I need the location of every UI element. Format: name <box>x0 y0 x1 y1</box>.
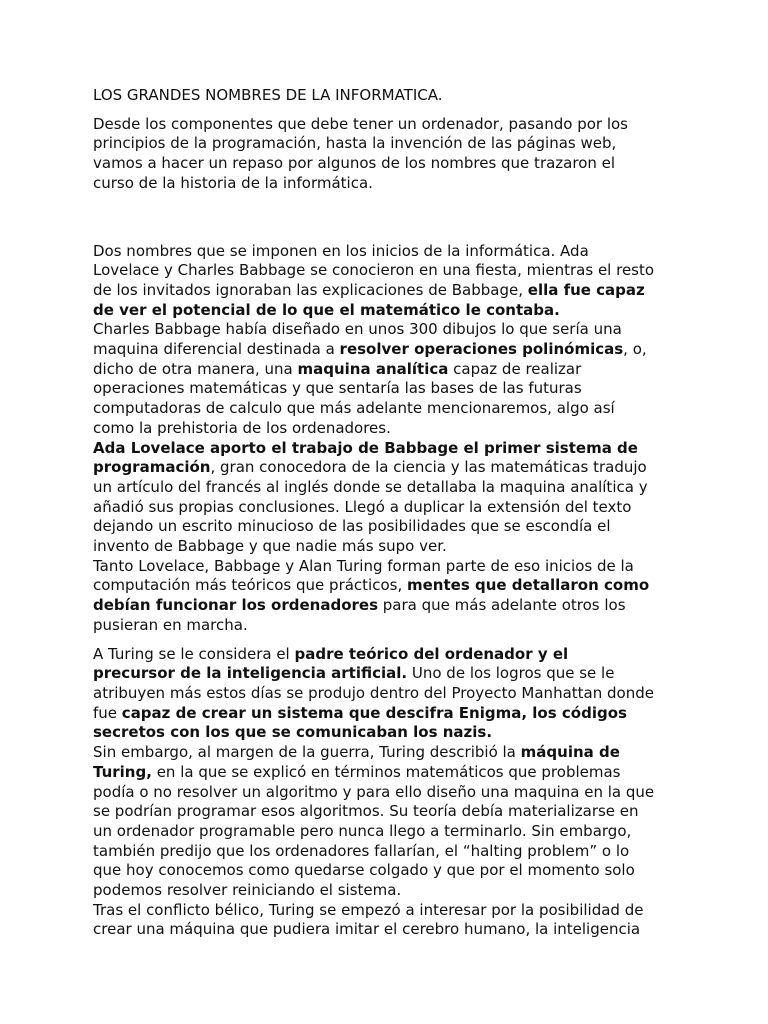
text-line: como la prehistoria de los ordenadores. <box>93 418 391 437</box>
text-line: se podrían programar esos algoritmos. Su teoría debía materializarse en <box>93 802 639 821</box>
text-line: añadió sus propias conclusiones. Llegó a duplicar la extensión del texto <box>93 497 632 516</box>
intro-paragraph <box>93 115 678 194</box>
text-line: vamos a hacer un repaso por algunos de los nombres que trazaron el <box>93 154 616 173</box>
text-line: Tras el conflicto bélico, Turing se empezó a interesar por la posibilidad de <box>93 900 644 919</box>
text-line: A Turing se le considera el padre teórico del ordenador y el <box>93 644 569 663</box>
text-line: operaciones matemáticas y que sentaría las bases de las futuras <box>93 379 582 398</box>
text-line: de los invitados ignoraban las explicaciones de Babbage, ella fue capaz <box>93 280 645 299</box>
text-line: secretos con los que se comunicaban los nazis. <box>93 723 493 742</box>
text-line: dejando un escrito minucioso de las posibilidades que se escondía el <box>93 517 611 536</box>
text-line: fue capaz de crear un sistema que descifra Enigma, los códigos <box>93 703 627 722</box>
text-line: Sin embargo, al margen de la guerra, Turing describió la máquina de <box>93 743 620 762</box>
section-turing <box>93 645 678 941</box>
text-line: podemos resolver reiniciando el sistema. <box>93 881 402 900</box>
text-line: de ver el potencial de lo que el matemático le contaba. <box>93 300 560 319</box>
text-line: maquina diferencial destinada a resolver operaciones polinómicas, o, <box>93 340 647 359</box>
text-line: atribuyen más estos días se produjo dentro del Proyecto Manhattan donde <box>93 683 654 702</box>
text-line: Desde los componentes que debe tener un ordenador, pasando por los <box>93 114 628 133</box>
text-line: precursor de la inteligencia artificial. Uno de los logros que se le <box>93 664 615 683</box>
blank-gap <box>93 194 678 242</box>
text-line: Charles Babbage había diseñado en unos 300 dibujos lo que sería una <box>93 320 622 339</box>
text-line: computación más teóricos que prácticos, mentes que detallaron como <box>93 576 650 595</box>
text-line: dicho de otra manera, una maquina analítica capaz de realizar <box>93 359 582 378</box>
text-line: Lovelace y Charles Babbage se conocieron en una fiesta, mientras el resto <box>93 261 655 280</box>
text-line: programación, gran conocedora de la ciencia y las matemáticas tradujo <box>93 458 647 477</box>
paragraph-gap <box>93 636 678 645</box>
text-line: Ada Lovelace aporto el trabajo de Babbage el primer sistema de <box>93 438 638 457</box>
text-line: podía o no resolver un algoritmo y para ello diseño una maquina en la que <box>93 782 655 801</box>
text-line: debían funcionar los ordenadores para que más adelante otros los <box>93 596 626 615</box>
text-line: que hoy conocemos como quedarse colgado y que por el momento solo <box>93 861 635 880</box>
text-line: computadoras de calculo que más adelante mencionaremos, algo así <box>93 399 615 418</box>
text-line: curso de la historia de la informática. <box>93 173 373 192</box>
text-line: invento de Babbage y que nadie más supo ver. <box>93 537 447 556</box>
document-title: LOS GRANDES NOMBRES DE LA INFORMATICA. <box>93 86 443 104</box>
section-lovelace-babbage <box>93 242 678 636</box>
text-line: Dos nombres que se imponen en los inicios de la informática. Ada <box>93 241 589 260</box>
text-line: un ordenador programable pero nunca llego a terminarlo. Sin embargo, <box>93 821 632 840</box>
text-line: pusieran en marcha. <box>93 615 248 634</box>
text-line: crear una máquina que pudiera imitar el cerebro humano, la inteligencia <box>93 920 641 939</box>
text-line: Tanto Lovelace, Babbage y Alan Turing forman parte de eso inicios de la <box>93 556 634 575</box>
text-line: también predijo que los ordenadores fallarían, el “halting problem” o lo <box>93 841 630 860</box>
document-page <box>93 86 678 940</box>
text-line: un artículo del francés al inglés donde se detallaba la maquina analítica y <box>93 477 648 496</box>
text-line: principios de la programación, hasta la invención de las páginas web, <box>93 134 617 153</box>
text-line: Turing, en la que se explicó en términos matemáticos que problemas <box>93 762 621 781</box>
